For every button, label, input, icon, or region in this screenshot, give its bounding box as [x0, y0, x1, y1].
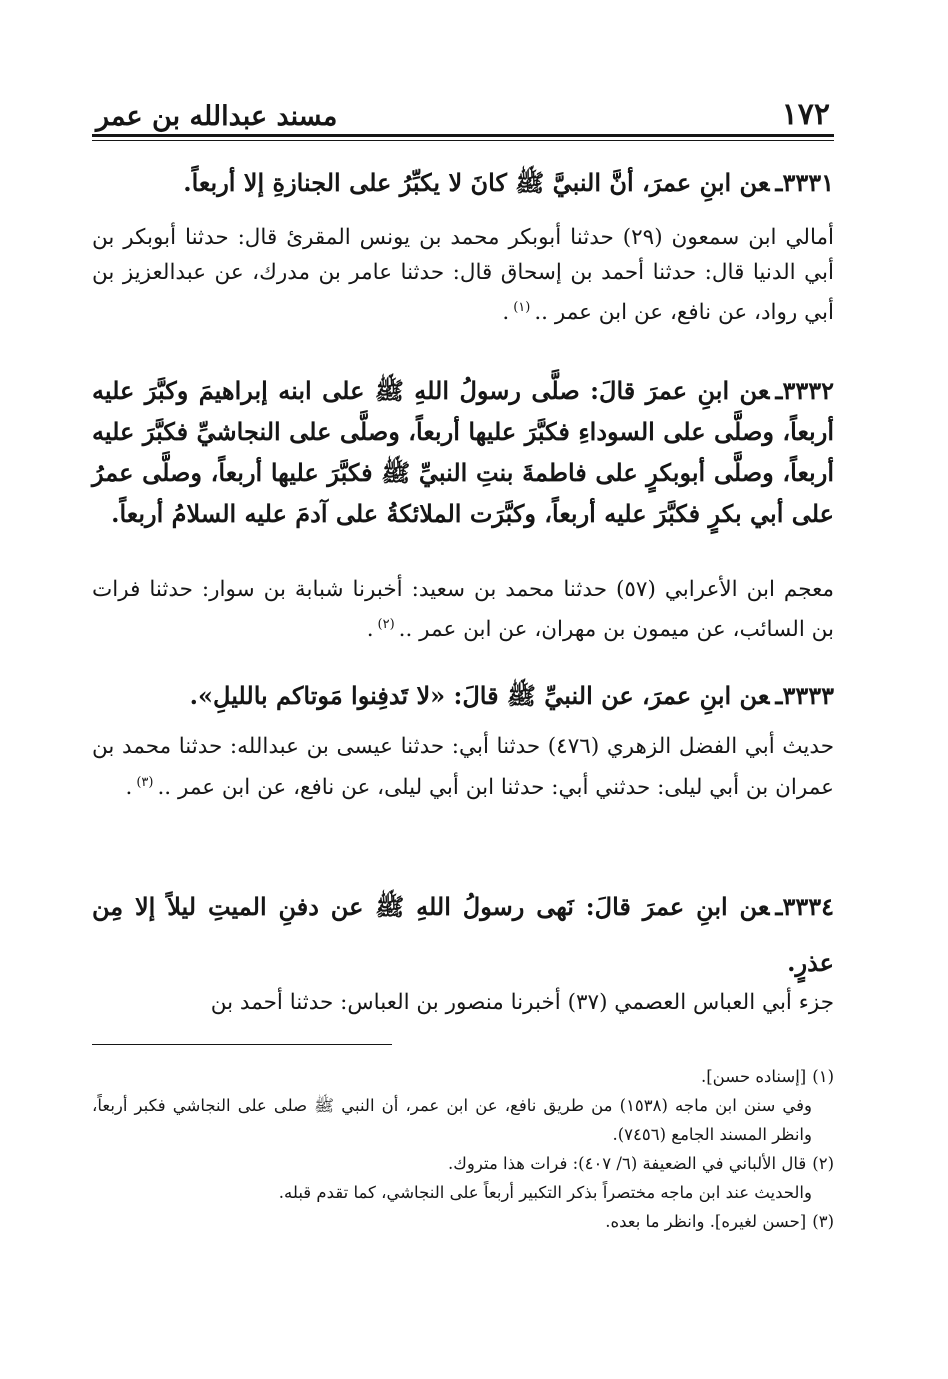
hadith-text	[92, 879, 834, 991]
hadith-source: حديث أبي الفضل الزهري (٤٧٦) حدثنا أبي: حدثنا عيسى بن عبدالله: حدثنا محمد بن عمران بن أبي ليلى: حدثني أبي: حدثنا ابن أبي ليلى، عن نافع، عن ابن عمر ..$^{(٣)}$.	[92, 734, 834, 801]
footnote	[92, 1207, 834, 1236]
footnote	[92, 1178, 834, 1207]
footnote-text: [إسناده حسن].	[700, 1067, 807, 1086]
footnote-text: وفي سنن ابن ماجه (١٥٣٨) من طريق نافع، عن ابن عمر، أن النبي ﷺ صلى على النجاشي فكبر أربعاً، وانظر المسند الجامع (٧٤٥٦).	[92, 1096, 812, 1144]
footnote	[92, 1149, 834, 1178]
footnote-number: (٣)	[812, 1212, 834, 1231]
hadith-source: أمالي ابن سمعون (٢٩) حدثنا أبوبكر محمد بن يونس المقرئ قال: حدثنا أبوبكر بن أبي الدنيا قال: حدثنا أحمد بن إسحاق قال: حدثنا عامر بن مدرك، عن عبدالعزيز بن أبي رواد، عن نافع، عن ابن عمر ..$^{(١)}$.	[92, 225, 834, 326]
page-header	[92, 92, 834, 132]
footnote-ref: (١)	[513, 300, 531, 315]
footnote-number: (٢)	[812, 1154, 834, 1173]
header-rule-thin	[92, 140, 834, 141]
footnote-separator	[92, 1044, 392, 1045]
hadith-text	[92, 370, 834, 534]
hadith-body: عن ابنِ عمرَ، أنَّ النبيَّ ﷺ كانَ لا يكبِّرُ على الجنازةِ إلا أربعاً.	[183, 168, 770, 197]
hadith-source	[92, 985, 834, 1020]
hadith-number: ٣٣٣٢ـ	[775, 376, 834, 405]
hadith-number: ٣٣٣١ـ	[775, 168, 834, 197]
source-text: معجم ابن الأعرابي (٥٧) حدثنا محمد بن سعيد: أخبرنا شبابة بن سوار: حدثنا فرات بن السائب، عن ميمون بن مهران، عن ابن عمر ..	[92, 577, 834, 643]
hadith-text	[92, 162, 834, 204]
book-page	[92, 92, 834, 1231]
source-text: أمالي ابن سمعون (٢٩) حدثنا أبوبكر محمد بن يونس المقرئ قال: حدثنا أبوبكر بن أبي الدنيا قال: حدثنا أحمد بن إسحاق قال: حدثنا عامر بن مدرك، عن عبدالعزيز بن أبي رواد، عن نافع، عن ابن عمر ..	[92, 225, 834, 326]
footnote	[92, 1091, 834, 1149]
page-number: ١٧٢	[781, 97, 830, 132]
footnotes	[92, 1062, 834, 1236]
hadith-body: عن ابنِ عمرَ قالَ: نَهى رسولُ اللهِ ﷺ عن دفنِ الميتِ ليلاً إلا مِن عذرٍ.	[92, 892, 834, 977]
hadith-body: عن ابنِ عمرَ قالَ: صلَّى رسولُ اللهِ ﷺ على ابنه إبراهيمَ وكبَّرَ عليه أربعاً، وصلَّى على السوداءِ فكبَّرَ عليها أربعاً، وصلَّى على النجاشيِّ فكبَّرَ عليه أربعاً، وصلَّى أبوبكرٍ على فاطمةَ بنتِ النبيِّ ﷺ فكبَّرَ عليها أربعاً، وصلَّى عمرُ على أبي بكرٍ فكبَّرَ عليه أربعاً، وكبَّرَت الملائكةُ على آدمَ عليه السلامُ أربعاً.	[92, 376, 834, 528]
header-rule-thick	[92, 134, 834, 137]
hadith-body: عن ابنِ عمرَ، عن النبيِّ ﷺ قالَ: «لا تَدفِنوا مَوتاكم بالليلِ».	[189, 681, 770, 710]
footnote-text: والحديث عند ابن ماجه مختصراً بذكر التكبير أربعاً على النجاشي، كما تقدم قبله.	[278, 1183, 812, 1202]
footnote-text: قال الألباني في الضعيفة (٦/ ٤٠٧): فرات هذا متروك.	[448, 1154, 807, 1173]
hadith-text	[92, 675, 834, 717]
source-text: حديث أبي الفضل الزهري (٤٧٦) حدثنا أبي: حدثنا عيسى بن عبدالله: حدثنا محمد بن عمران بن أبي ليلى: حدثني أبي: حدثنا ابن أبي ليلى، عن نافع، عن ابن عمر ..	[92, 734, 834, 801]
footnote	[92, 1062, 834, 1091]
source-text: جزء أبي العباس العصمي (٣٧) أخبرنا منصور بن العباس: حدثنا أحمد بن	[210, 990, 834, 1015]
footnote-number: (١)	[812, 1067, 834, 1086]
hadith-number: ٣٣٣٣ـ	[775, 681, 834, 710]
footnote-ref: (٢)	[377, 617, 395, 632]
hadith-number: ٣٣٣٤ـ	[775, 892, 834, 921]
footnote-text: [حسن لغيره]. وانظر ما بعده.	[605, 1212, 807, 1231]
running-title: مسند عبدالله بن عمر	[96, 101, 338, 132]
footnote-ref: (٣)	[136, 775, 154, 790]
hadith-source: معجم ابن الأعرابي (٥٧) حدثنا محمد بن سعيد: أخبرنا شبابة بن سوار: حدثنا فرات بن السائب، عن ميمون بن مهران، عن ابن عمر ..$^{(٢)}$.	[92, 577, 834, 643]
